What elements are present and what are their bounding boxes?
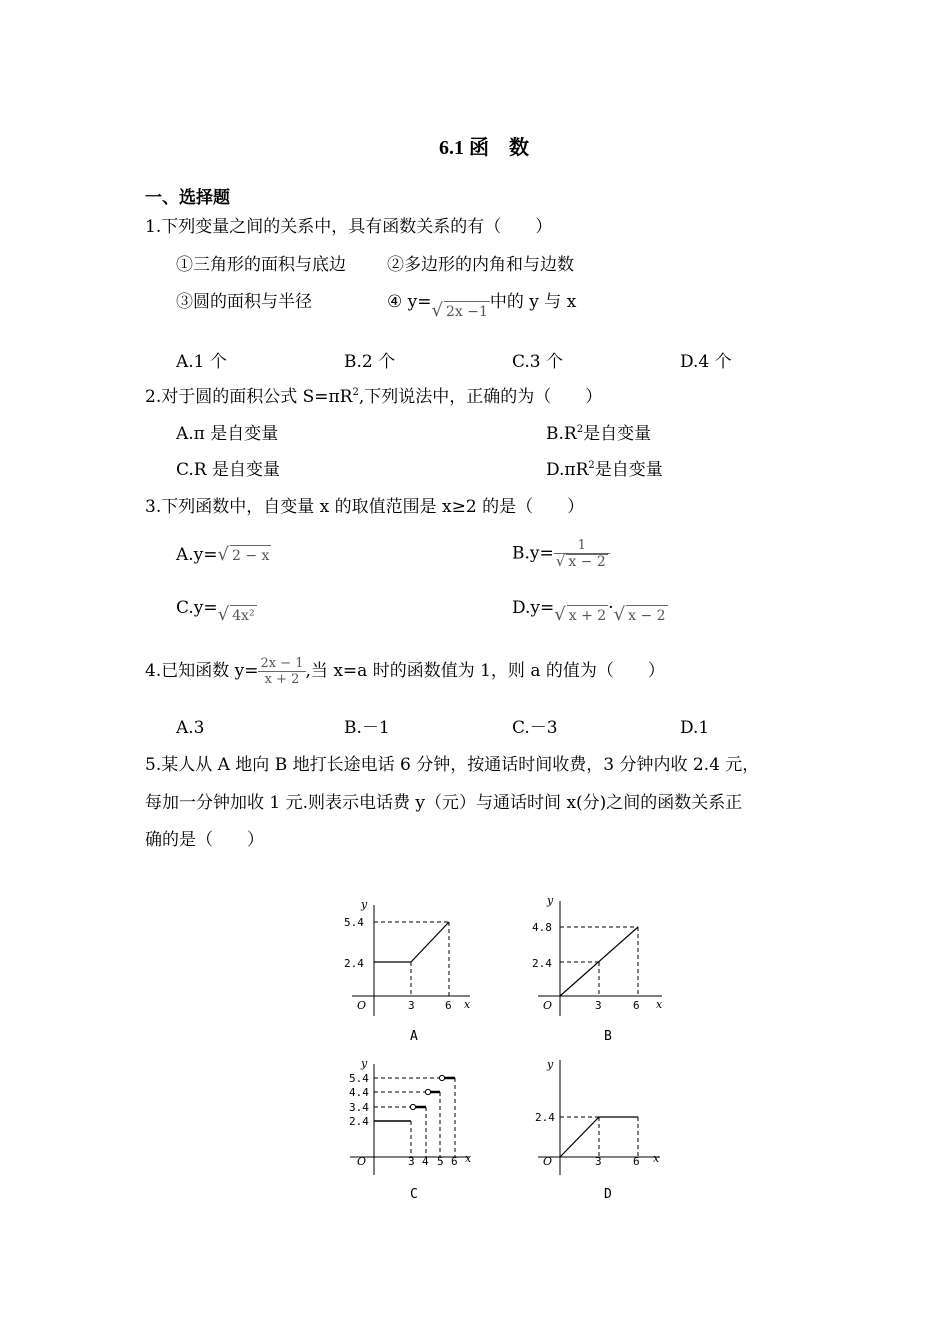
- q1-item-4-prefix: ④ y=: [387, 292, 432, 312]
- q3-stem: 3.下列函数中，自变量 x 的取值范围是 x≥2 的是（ ）: [145, 497, 585, 517]
- graph-b-origin: O: [543, 999, 553, 1012]
- q5-line-2: 每加一分钟加收 1 元.则表示电话费 y（元）与通话时间 x(分)之间的函数关系正: [145, 793, 743, 813]
- graph-c-x-tick-2: 4: [422, 1155, 429, 1168]
- q2-stem: [145, 387, 602, 407]
- q3-option-a-radicand: 2 − x: [230, 545, 271, 566]
- q3-option-b-label: B.y=: [512, 543, 554, 564]
- graph-b-x-tick-2: 6: [633, 999, 640, 1012]
- graph-a-y-tick-2: 2.4: [344, 957, 364, 970]
- q1-item-3: ③圆的面积与半径: [176, 292, 312, 312]
- q4-option-a: A.3: [176, 718, 205, 738]
- q1-option-a: A.1 个: [176, 352, 227, 372]
- q2-option-d-tail: 是自变量: [594, 460, 663, 480]
- q4-stem-text: 4.已知函数 y=: [145, 661, 259, 681]
- q3-option-a: A.y=√ 2 − x: [176, 544, 270, 565]
- graph-a-x-tick-2: 6: [445, 999, 452, 1012]
- q1-item-4-suffix: 中的 y 与 x: [489, 292, 577, 312]
- graph-c-y-label: y: [361, 1057, 368, 1070]
- q3-option-c-label: C.y=: [176, 598, 218, 618]
- graph-b-x-tick-1: 3: [595, 999, 602, 1012]
- q2-option-b-exponent: 2: [576, 424, 584, 435]
- graph-a-origin: O: [357, 999, 367, 1012]
- graph-a-x-label: x: [464, 998, 471, 1011]
- graph-c-open-point-1: [410, 1104, 415, 1109]
- graph-c-open-point-3: [439, 1075, 444, 1080]
- q2-option-d-exponent: 2: [588, 460, 595, 471]
- graph-c-open-point-2: [425, 1089, 430, 1094]
- q4-fraction: [258, 656, 305, 687]
- graph-d-x-tick-1: 3: [595, 1155, 602, 1168]
- q5-line-3: 确的是（ ）: [145, 830, 264, 850]
- graph-a-y-tick-1: 5.4: [344, 916, 364, 929]
- q2-option-d: [546, 460, 663, 480]
- graph-b-caption: B: [604, 1029, 612, 1044]
- q2-stem-exponent: 2: [352, 387, 359, 398]
- graph-a: [344, 898, 471, 1044]
- graph-d-x-label: x: [653, 1152, 660, 1165]
- q2-stem-text: 2.对于圆的面积公式 S=πR: [145, 387, 353, 407]
- q3-option-c-radicand: 4x²: [230, 605, 256, 626]
- graph-c-caption: C: [410, 1187, 418, 1202]
- q1-option-d: D.4 个: [680, 352, 732, 372]
- graph-c-x-tick-4: 6: [451, 1155, 458, 1168]
- graph-d-caption: D: [604, 1187, 612, 1202]
- q2-stem-tail: ,下列说法中，正确的为（ ）: [358, 387, 603, 407]
- q5-line-1: 5.某人从 A 地向 B 地打长途电话 6 分钟，按通话时间收费，3 分钟内收 2.4 元，: [145, 755, 760, 775]
- q2-option-b: [546, 424, 651, 444]
- q2-option-c: C.R 是自变量: [176, 460, 281, 480]
- q5-graphs: [0, 880, 950, 1210]
- q3-option-d-dot: ·: [608, 598, 614, 618]
- q3-option-a-label: A.y=: [176, 545, 218, 565]
- q3-option-d: D.y=√ x + 2 ·√ x − 2: [512, 598, 666, 625]
- q2-option-b-text: B.R: [546, 424, 577, 444]
- q2-option-d-text: D.πR: [546, 460, 589, 480]
- graph-c-y-tick-1: 5.4: [349, 1072, 369, 1085]
- graph-b-y-tick-1: 4.8: [532, 921, 552, 934]
- graph-c-x-tick-1: 3: [408, 1155, 415, 1168]
- graph-d-y-tick-1: 2.4: [535, 1111, 555, 1124]
- q1-item-1: ①三角形的面积与底边: [176, 255, 346, 275]
- q3-option-b-fraction: $\frac{1}{√ x - 2}$: [554, 538, 610, 570]
- q4-stem-tail: ,当 x=a 时的函数值为 1，则 a 的值为（ ）: [305, 661, 665, 681]
- graph-c-x-label: x: [465, 1152, 472, 1165]
- graph-d-origin: O: [543, 1155, 553, 1168]
- graph-d-series: [560, 1117, 638, 1157]
- graph-d-y-label: y: [547, 1058, 554, 1071]
- q3-option-b-denominator: x − 2: [568, 554, 606, 570]
- q1-stem: 1.下列变量之间的关系中，具有函数关系的有（ ）: [145, 217, 553, 237]
- graph-d: [535, 1058, 660, 1202]
- q1-item-4: ④ y=√ 2x −1 中的 y 与 x: [387, 292, 577, 321]
- q3-option-d-label: D.y=: [512, 598, 555, 618]
- graph-a-series: [374, 922, 449, 962]
- graph-c-y-tick-2: 4.4: [349, 1086, 369, 1099]
- q4-option-b: B.－1: [344, 718, 390, 738]
- graph-c-origin: O: [357, 1155, 367, 1168]
- graph-c: [349, 1057, 472, 1202]
- page-title: 6.1 函 数: [439, 137, 529, 159]
- graph-b-x-label: x: [656, 998, 663, 1011]
- q4-numerator: 2x − 1: [260, 656, 304, 671]
- q4-option-d: D.1: [680, 718, 710, 738]
- graph-b: [532, 894, 663, 1044]
- graph-a-y-label: y: [361, 898, 368, 911]
- q4-stem: [145, 656, 665, 687]
- q2-option-b-tail: 是自变量: [583, 424, 652, 444]
- q4-option-c: C.－3: [512, 718, 558, 738]
- graph-a-x-tick-1: 3: [408, 999, 415, 1012]
- graph-c-y-tick-3: 3.4: [349, 1101, 369, 1114]
- q1-item-4-radicand: 2x −1: [444, 301, 490, 322]
- q1-item-2: ②多边形的内角和与边数: [387, 255, 574, 275]
- graph-c-y-tick-4: 2.4: [349, 1115, 369, 1128]
- q1-option-c: C.3 个: [512, 352, 564, 372]
- q3-option-d-radicand-2: x − 2: [626, 605, 667, 626]
- graph-b-y-label: y: [547, 894, 554, 907]
- graph-a-caption: A: [410, 1029, 418, 1044]
- q1-option-b: B.2 个: [344, 352, 396, 372]
- q3-option-c: C.y=√ 4x²: [176, 598, 255, 625]
- q3-option-b-numerator: 1: [554, 538, 610, 554]
- graph-c-x-tick-3: 5: [437, 1155, 444, 1168]
- q4-denominator: x + 2: [264, 672, 300, 687]
- q3-option-d-radicand-1: x + 2: [567, 605, 608, 626]
- section-heading: 一、选择题: [145, 188, 230, 208]
- graph-b-y-tick-2: 2.4: [532, 957, 552, 970]
- q3-option-b: [512, 538, 610, 570]
- graph-d-x-tick-2: 6: [633, 1155, 640, 1168]
- q2-option-a: A.π 是自变量: [176, 424, 279, 444]
